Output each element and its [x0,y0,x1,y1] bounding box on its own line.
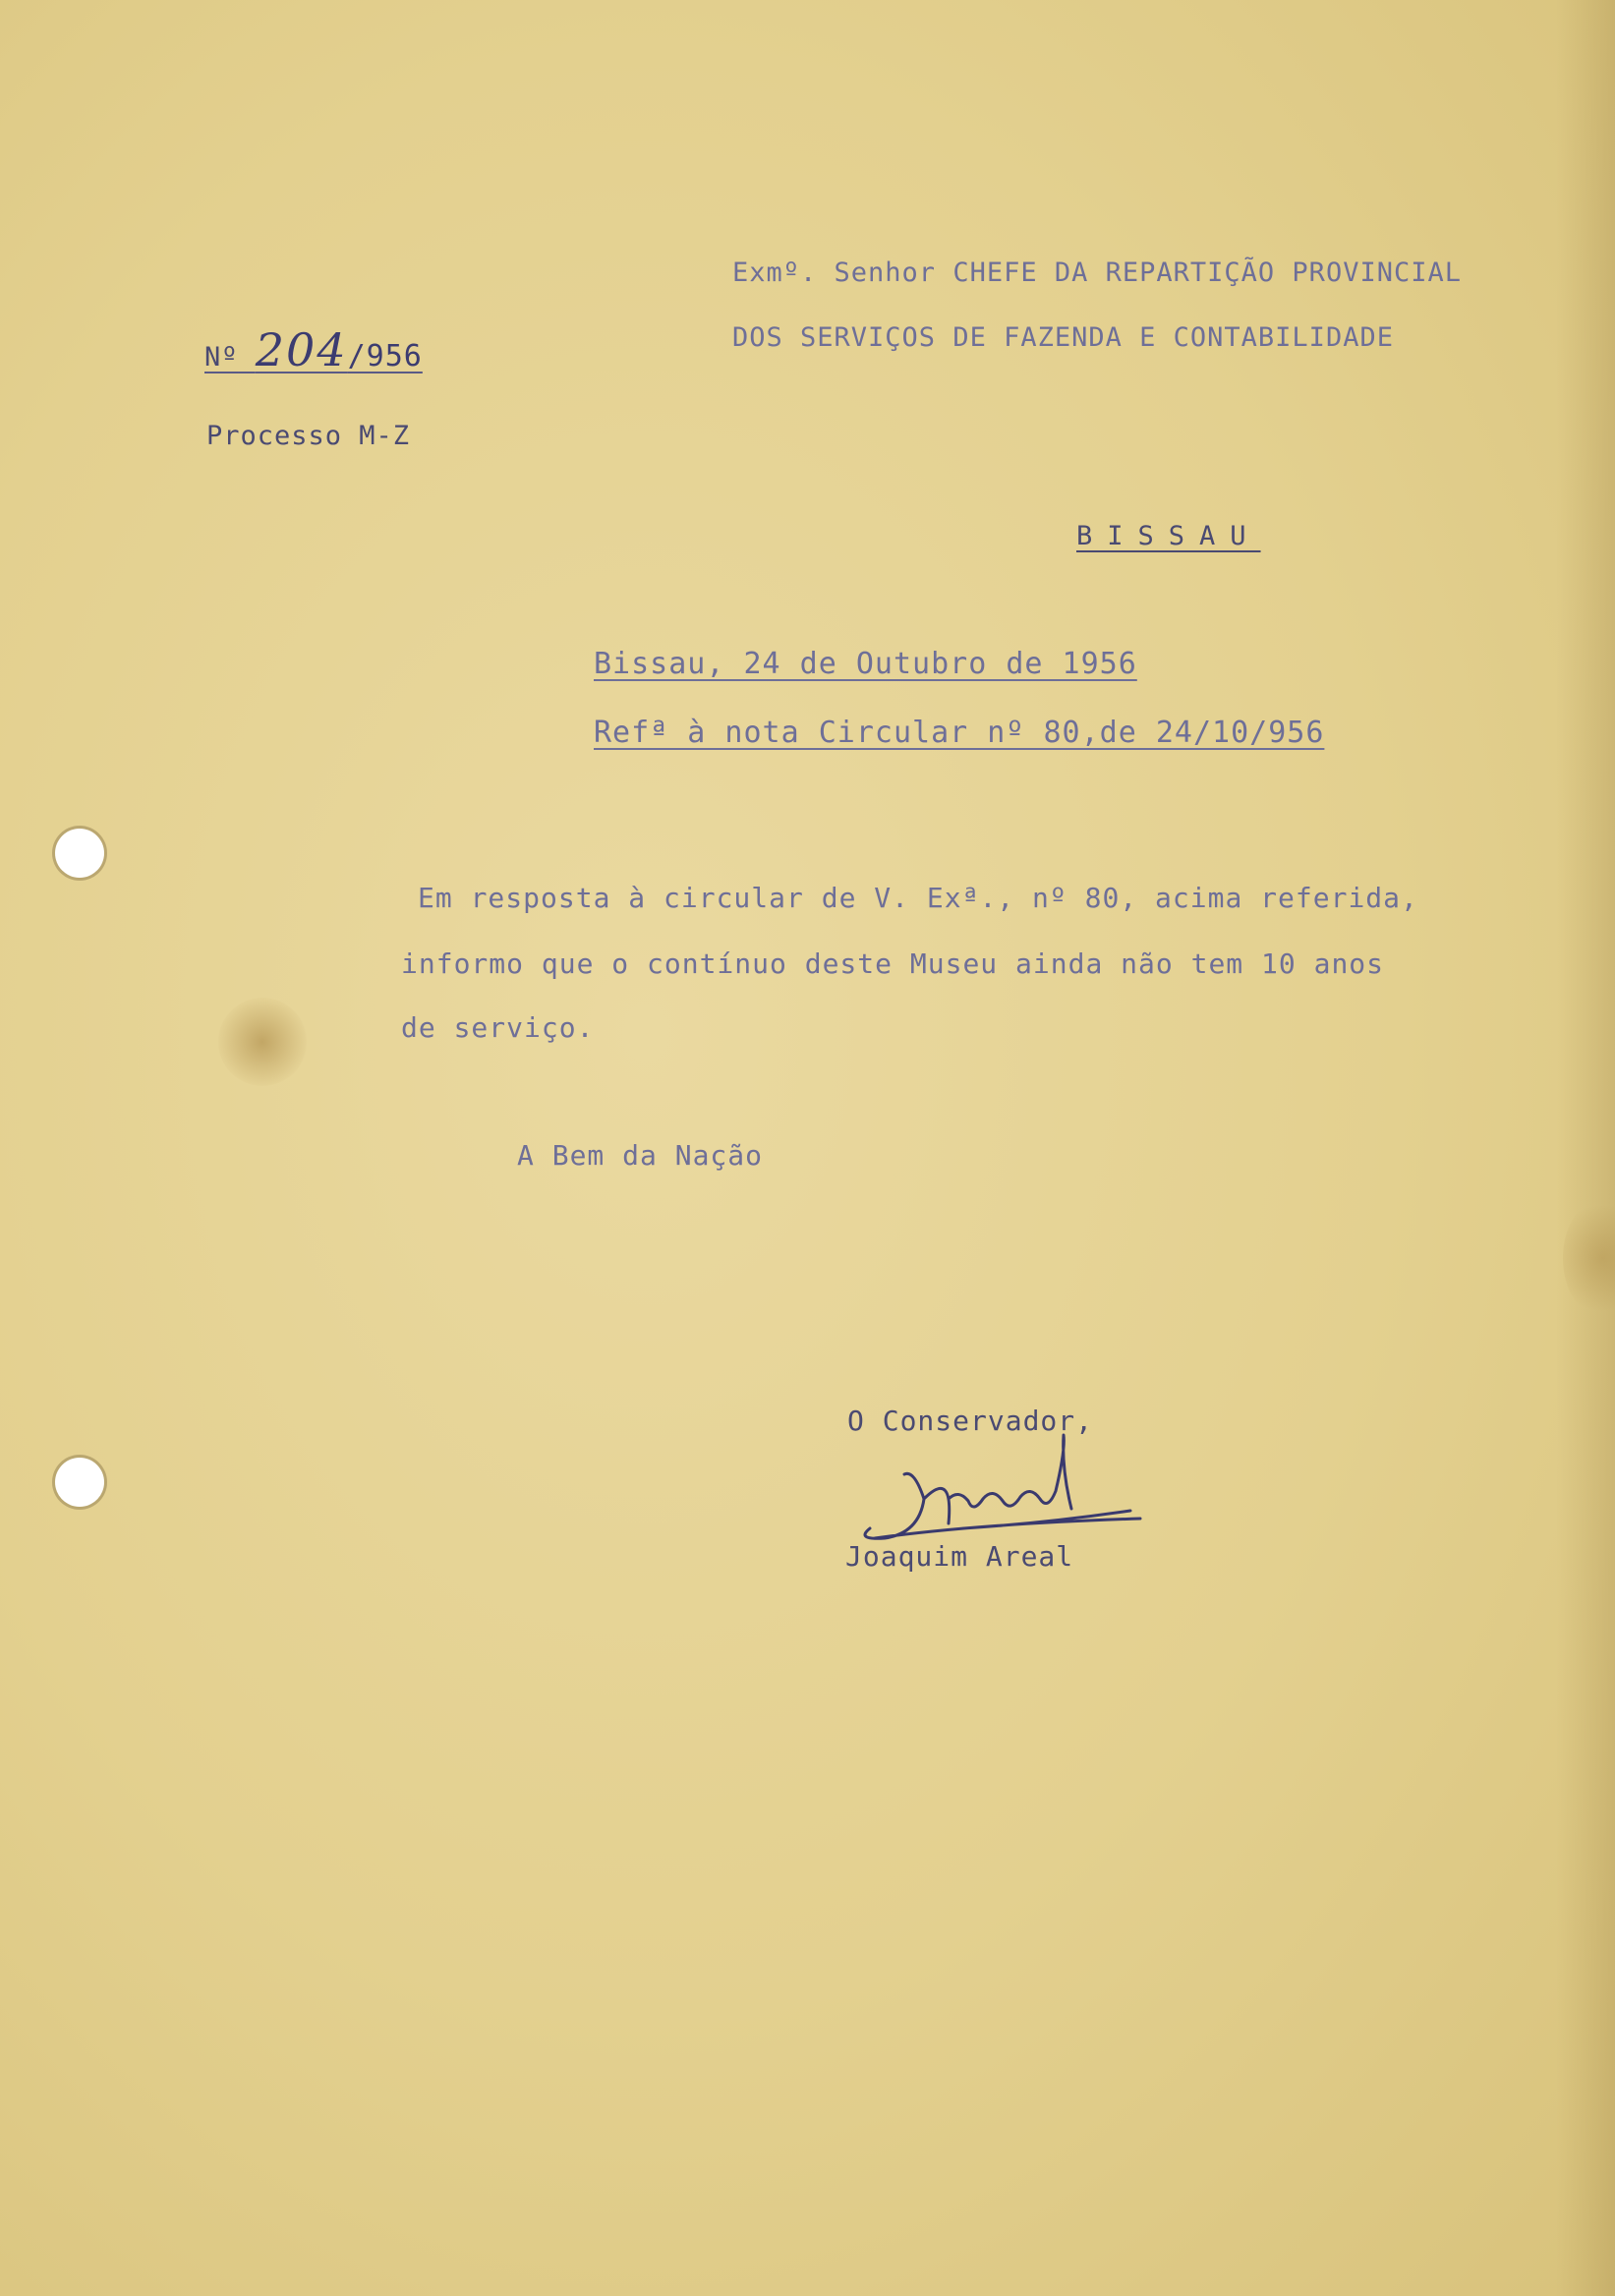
signer-title: O Conservador, [847,1405,1094,1437]
handwritten-signature [845,1430,1160,1558]
document-number-year: /956 [347,339,423,373]
signature-stroke [865,1435,1140,1538]
process-reference: Processo M-Z [206,421,411,451]
paper-stain [218,998,307,1086]
city-heading: BISSAU [1076,521,1261,551]
closing-salutation: A Bem da Nação [517,1139,764,1172]
letter-date: Bissau, 24 de Outubro de 1956 [594,647,1137,681]
body-line-3: de serviço. [401,1011,595,1044]
body-line-1: Em resposta à circular de V. Exª., nº 80, acima referida, [418,882,1418,914]
document-number-handwritten: 204 [255,323,348,376]
punch-hole-top [55,829,104,878]
signer-name: Joaquim Areal [845,1540,1074,1573]
body-line-2: informo que o contínuo deste Museu ainda não tem 10 anos [401,947,1385,980]
circular-reference: Refª à nota Circular nº 80,de 24/10/956 [594,716,1325,750]
paper-edge-shade [1556,0,1615,2296]
document-number [204,323,423,376]
punch-hole-bottom [55,1458,104,1507]
addressee-line-2: DOS SERVIÇOS DE FAZENDA E CONTABILIDADE [732,322,1394,353]
document-number-prefix: Nº [204,342,239,373]
addressee-line-1: Exmº. Senhor CHEFE DA REPARTIÇÃO PROVINCIAL [732,258,1462,288]
